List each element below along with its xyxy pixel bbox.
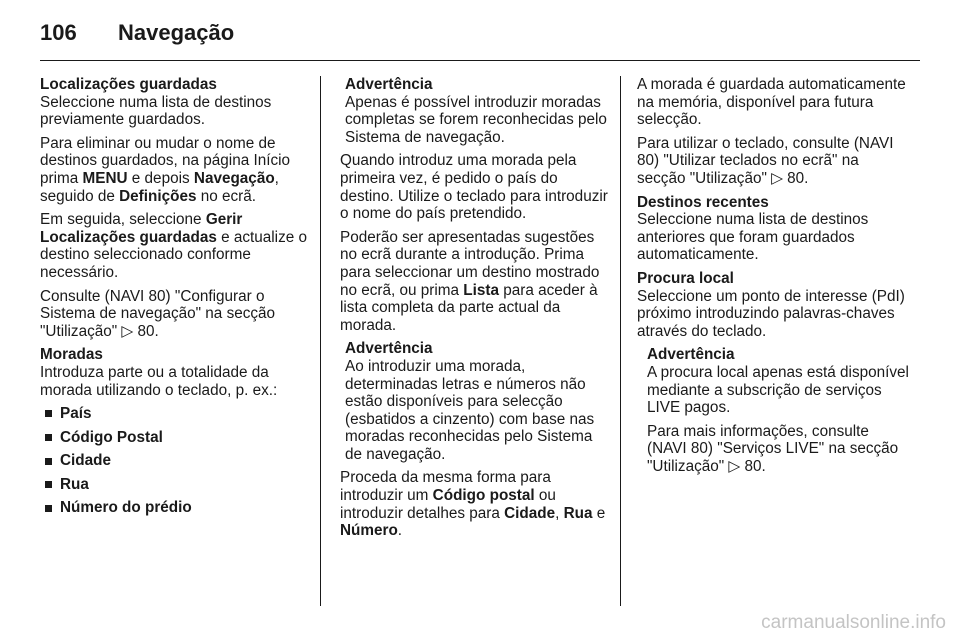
- local-search-section: [637, 270, 909, 340]
- watermark: carmanualsonline.info: [761, 612, 946, 633]
- cidade-keyword: Cidade: [504, 504, 556, 522]
- list-item-label: Rua: [60, 475, 89, 493]
- column-2: [340, 76, 608, 546]
- addresses-text: Introduza parte ou a totalidade da morada utilizando o teclado, p. ex.:: [40, 363, 278, 399]
- note-text: Ao introduzir uma morada, determinadas letras e números não estão disponíveis para selecção (esbatidos a cinzento) com base nas moradas reconhecidas pelo Sistema de navegação.: [345, 357, 595, 463]
- saved-locations-heading: Localizações guardadas: [40, 76, 217, 93]
- column-1: [40, 76, 310, 523]
- note-heading: Advertência: [647, 346, 735, 364]
- rua-keyword: Rua: [563, 504, 593, 522]
- page-title: Navegação: [118, 20, 235, 45]
- manage-keyword: Gerir Localizações guardadas: [40, 211, 243, 246]
- list-item-label: Código Postal: [60, 428, 163, 446]
- lista-keyword: Lista: [463, 281, 499, 299]
- text-run: Poderão ser apresentadas sugestões no ecrã durante a introdução. Prima para seleccionar um destino mostrado no ecrã, ou prima: [340, 228, 600, 299]
- text-run: Consulte (NAVI 80) "Configurar o Sistema de navegação" na secção "Utilização": [40, 287, 276, 340]
- codigo-postal-keyword: Código postal: [432, 487, 535, 505]
- page-ref: 80.: [744, 457, 766, 475]
- keyboard-paragraph: [637, 135, 909, 188]
- bullet-square-icon: [45, 410, 52, 417]
- text-run: e actualize o destino seleccionado conforme necessário.: [40, 228, 307, 281]
- text-run: Para utilizar o teclado, consulte (NAVI 80) "Utilizar teclados no ecrã" na secção "Utilização": [637, 134, 894, 187]
- list-item-label: Número do prédio: [60, 499, 192, 517]
- column-3: [637, 76, 909, 481]
- list-item: [40, 405, 310, 423]
- list-item: [40, 499, 310, 517]
- page-number: 106: [40, 20, 77, 45]
- saved-locations-text: Seleccione numa lista de destinos previamente guardados.: [40, 93, 272, 129]
- page-ref-arrow-icon: ▷: [121, 322, 134, 340]
- text-run: ou introduzir detalhes para: [340, 487, 556, 522]
- page-header: [40, 18, 234, 48]
- bullet-square-icon: [45, 481, 52, 488]
- page-ref-arrow-icon: ▷: [728, 457, 741, 475]
- note-live-services: [637, 346, 909, 416]
- text-run: para aceder à lista completa da parte actual da morada.: [340, 281, 598, 334]
- local-search-heading: Procura local: [637, 269, 734, 287]
- recent-destinations-section: [637, 194, 909, 264]
- list-item: [40, 452, 310, 470]
- page-ref: 80.: [137, 322, 159, 340]
- note-complete-addresses: [340, 76, 608, 146]
- note-heading: Advertência: [345, 76, 433, 93]
- text-run: ,: [555, 504, 564, 522]
- addresses-section: [40, 346, 310, 399]
- page-ref: 80.: [787, 169, 809, 187]
- navegacao-keyword: Navegação: [193, 169, 275, 187]
- list-item-label: País: [60, 405, 92, 423]
- text-run: .: [397, 522, 403, 540]
- edit-saved-paragraph: [40, 135, 310, 205]
- note-text: A procura local apenas está disponível mediante a subscrição de serviços LIVE pagos.: [647, 363, 909, 417]
- manage-paragraph: [40, 211, 310, 281]
- bullet-square-icon: [45, 505, 52, 512]
- text-run: e depois: [127, 169, 194, 187]
- recent-destinations-text: Seleccione numa lista de destinos anteriores que foram guardados automaticamente.: [637, 211, 869, 264]
- list-item-label: Cidade: [60, 452, 111, 470]
- text-run: Para eliminar ou mudar o nome de destinos guardados, na página Início prima: [40, 134, 291, 187]
- text-run: Em seguida, seleccione: [40, 211, 206, 229]
- local-search-text: Seleccione um ponto de interesse (PdI) próximo introduzindo palavras-chaves através do teclado.: [637, 287, 905, 340]
- text-run: , seguido de: [40, 169, 279, 205]
- bullet-square-icon: [45, 458, 52, 465]
- header-rule: [40, 60, 920, 61]
- auto-save-paragraph: A morada é guardada automaticamente na memória, disponível para futura selecção.: [637, 76, 906, 129]
- column-divider-2: [620, 76, 621, 606]
- see-config-paragraph: [40, 288, 310, 341]
- suggestions-paragraph: [340, 229, 608, 335]
- numero-keyword: Número: [340, 522, 398, 540]
- text-run: no ecrã.: [196, 187, 256, 205]
- proceed-paragraph: [340, 469, 608, 539]
- recent-destinations-heading: Destinos recentes: [637, 193, 769, 211]
- page-ref-arrow-icon: ▷: [771, 169, 783, 187]
- first-entry-paragraph: Quando introduz uma morada pela primeira vez, é pedido o país do destino. Utilize o teclado para introduzir o nome do país pretendido.: [340, 152, 608, 223]
- text-run: Para mais informações, consulte (NAVI 80) "Serviços LIVE" na secção "Utilização": [647, 422, 899, 475]
- column-divider-1: [320, 76, 321, 606]
- text-run: e: [592, 504, 606, 522]
- addresses-heading: Moradas: [40, 346, 103, 364]
- text-run: Proceda da mesma forma para introduzir um: [340, 469, 551, 505]
- definicoes-keyword: Definições: [119, 187, 197, 205]
- list-item: [40, 476, 310, 494]
- list-item: [40, 429, 310, 447]
- more-info-paragraph: [637, 423, 909, 476]
- saved-locations-section: [40, 76, 310, 129]
- menu-keyword: MENU: [82, 169, 128, 187]
- note-heading: Advertência: [345, 340, 433, 358]
- bullet-square-icon: [45, 434, 52, 441]
- note-text: Apenas é possível introduzir moradas completas se forem reconhecidas pelo Sistema de navegação.: [345, 93, 607, 146]
- note-unavailable-letters: [340, 340, 608, 463]
